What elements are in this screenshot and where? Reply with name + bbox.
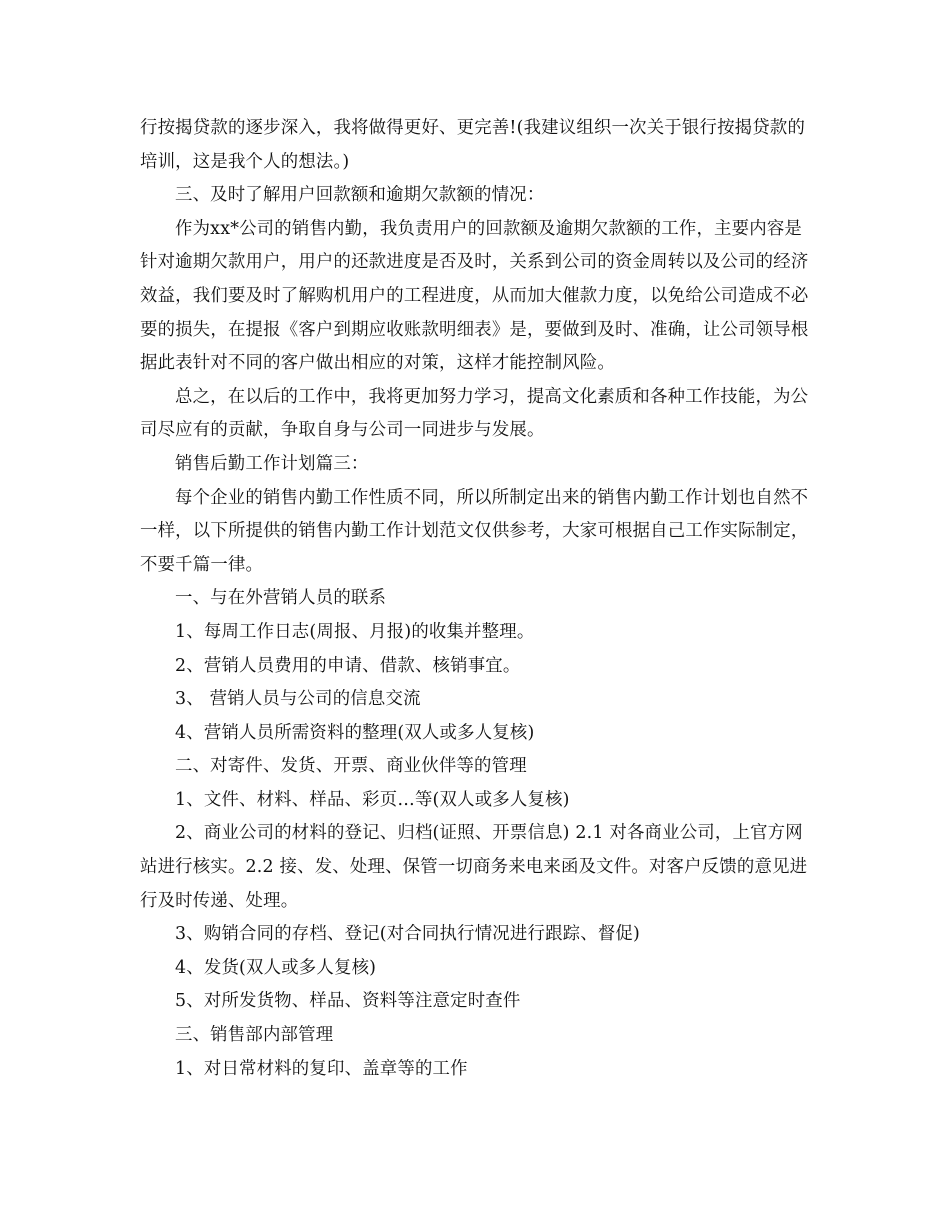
document-body bbox=[140, 112, 815, 1086]
section-heading: 三、及时了解用户回款额和逾期欠款额的情况： bbox=[175, 185, 545, 206]
list-item: 1、文件、材料、样品、彩页…等(双人或多人复核) bbox=[175, 789, 570, 810]
list-item: 5、对所发货物、样品、资料等注意定时查件 bbox=[175, 991, 521, 1012]
list-item: 2、商业公司的材料的登记、归档(证照、开票信息) 2.1 对各商业公司，上官方网站进行核实。2.2 接、发、处理、保管一切商务来电来函及文件。对客户反馈的意见进行及时传递、处理。 bbox=[140, 823, 808, 911]
section-heading: 一、与在外营销人员的联系 bbox=[175, 588, 387, 609]
paragraph: 总之，在以后的工作中，我将更加努力学习，提高文化素质和各种工作技能，为公司尽应有的贡献，争取自身与公司一同进步与发展。 bbox=[140, 386, 809, 441]
paragraph: 行按揭贷款的逐步深入，我将做得更好、更完善!(我建议组织一次关于银行按揭贷款的培训，这是我个人的想法。) bbox=[140, 118, 806, 172]
list-item: 2、营销人员费用的申请、借款、核销事宜。 bbox=[175, 655, 521, 676]
paragraph: 每个企业的销售内勤工作性质不同，所以所制定出来的销售内勤工作计划也自然不一样，以下所提供的销售内勤工作计划范文仅供参考，大家可根据自己工作实际制定，不要千篇一律。 bbox=[140, 487, 809, 575]
section-heading: 二、对寄件、发货、开票、商业伙伴等的管理 bbox=[175, 756, 527, 777]
list-item: 4、发货(双人或多人复核) bbox=[175, 957, 377, 978]
article-title: 销售后勤工作计划篇三： bbox=[175, 453, 369, 474]
list-item: 3、 营销人员与公司的信息交流 bbox=[175, 689, 421, 710]
list-item: 4、营销人员所需资料的整理(双人或多人复核) bbox=[175, 722, 535, 743]
paragraph: 作为xx*公司的销售内勤，我负责用户的回款额及逾期欠款额的工作，主要内容是针对逾期欠款用户，用户的还款进度是否及时，关系到公司的资金周转以及公司的经济效益，我们要及时了解购机用户的工程进度，从而加大催款力度，以免给公司造成不必要的损失，在提报《客户到期应收账款明细表》是，要做到及时、准确，让公司领导根据此表针对不同的客户做出相应的对策，这样才能控制风险。 bbox=[140, 218, 809, 374]
section-heading: 三、销售部内部管理 bbox=[175, 1025, 334, 1046]
list-item: 1、每周工作日志(周报、月报)的收集并整理。 bbox=[175, 621, 535, 642]
list-item: 3、购销合同的存档、登记(对合同执行情况进行跟踪、督促) bbox=[175, 924, 641, 945]
list-item: 1、对日常材料的复印、盖章等的工作 bbox=[175, 1058, 468, 1079]
